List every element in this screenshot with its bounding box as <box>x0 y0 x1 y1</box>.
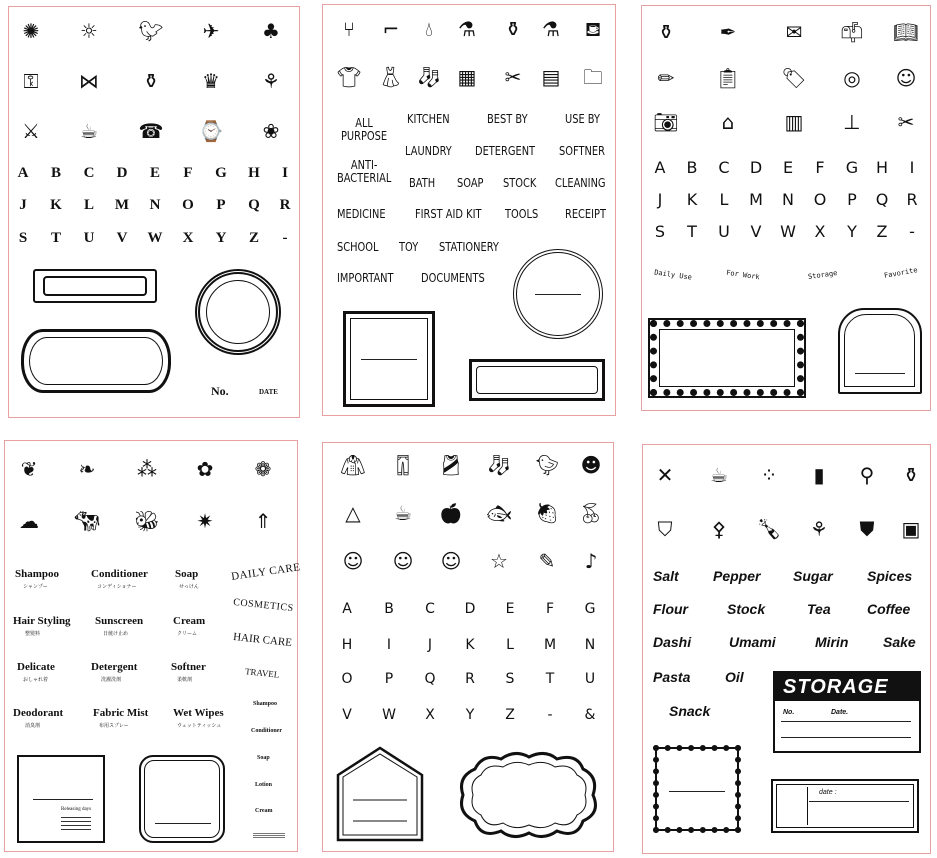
word-medicine: MEDICINE <box>337 207 386 221</box>
letter: T <box>687 222 697 241</box>
envelope-icon: ✉ <box>785 20 803 44</box>
letter: Z <box>248 230 259 246</box>
mailbox-icon: 📫︎ <box>839 20 865 44</box>
letter: U <box>584 671 596 687</box>
scalloped-inner <box>29 337 163 385</box>
square-label-frame <box>17 755 105 843</box>
sun-emblem-icon: ✺ <box>22 19 40 43</box>
jacket-icon: 🧥︎ <box>340 453 366 477</box>
letter: V <box>116 230 128 246</box>
alphabet-grid <box>650 158 922 241</box>
letter: C <box>425 601 435 617</box>
letter: R <box>906 190 918 209</box>
berries-icon: ⁂ <box>137 457 157 481</box>
write-line <box>809 801 909 802</box>
letter: J <box>427 637 433 653</box>
label-shampoo-jp: シャンプー <box>23 584 48 590</box>
pencil-icon: ✏ <box>657 66 675 90</box>
storage-no: No. <box>783 709 795 716</box>
letter: K <box>50 197 62 213</box>
checkered-label-frame <box>650 320 804 396</box>
arc-hair-care: HAIR CARE <box>232 630 293 650</box>
word-documents: DOCUMENTS <box>421 271 485 285</box>
duck-icon: 🐤︎ <box>534 453 560 477</box>
bottle-icon: 🍾︎ <box>756 517 782 541</box>
crown-icon: ♛ <box>202 69 220 93</box>
letter: A <box>654 158 666 177</box>
letter: O <box>813 190 827 209</box>
round-label-frame <box>513 249 603 339</box>
coffee-cup-icon: ☕ <box>710 463 728 487</box>
letter: X <box>182 230 194 246</box>
pump-bottle-icon: ⚗ <box>542 17 560 41</box>
letter: E <box>149 165 160 181</box>
perfume-bottle-icon: ⚱ <box>142 69 160 93</box>
word-oil: Oil <box>725 669 744 685</box>
pants-icon: 👖︎ <box>390 453 416 477</box>
letter: Y <box>847 222 857 241</box>
write-line <box>781 737 911 738</box>
word-cleaning: CLEANING <box>555 176 606 190</box>
letter: B <box>686 158 698 177</box>
letter: N <box>782 190 794 209</box>
label-fabric-mist-jp: 布用スプレー <box>99 723 129 729</box>
sun-moon-icon: ☼ <box>80 19 98 43</box>
label-sunscreen-jp: 日焼け止め <box>103 631 129 637</box>
stamp-icon: ⊥ <box>843 110 861 134</box>
arc-word-for-work: For Work <box>725 268 761 282</box>
letter: M <box>543 637 557 653</box>
label-wet-wipes: Wet Wipes <box>173 707 224 719</box>
date-label: DATE <box>259 388 278 396</box>
letter: T <box>50 230 61 246</box>
swallow-icon: ✈ <box>202 19 220 43</box>
poppy-icon: ❁ <box>254 457 272 481</box>
spoon-icon: ⚲ <box>859 463 875 487</box>
label-softner: Softner <box>171 661 206 673</box>
letter: Z <box>505 707 515 723</box>
small-shampoo: Shampoo <box>253 701 278 707</box>
word-dashi: Dashi <box>653 634 692 650</box>
label-shampoo: Shampoo <box>15 568 60 580</box>
house-label-frame <box>335 745 425 843</box>
letter: - <box>282 230 288 246</box>
word-stock: STOCK <box>503 176 537 190</box>
letter: - <box>547 707 553 723</box>
girl-face-icon: ☺ <box>440 549 462 573</box>
arc-word-favorite: Favorite <box>883 266 919 280</box>
leaf-icon: ❧ <box>78 457 96 481</box>
word-laundry: LAUNDRY <box>405 144 452 158</box>
letter: & <box>584 707 596 723</box>
letter: K <box>465 637 475 653</box>
letter: O <box>182 197 194 213</box>
tank-top-icon: 🎽︎ <box>438 453 464 477</box>
letter: S <box>18 230 28 246</box>
kid-face-icon: ☻ <box>580 453 602 477</box>
label-detergent-jp: 洗濯洗剤 <box>101 677 122 683</box>
bow-icon: ⋈ <box>79 69 99 93</box>
list-document-icon: ▤ <box>541 65 561 89</box>
scissors-icon: ✂ <box>897 110 915 134</box>
word-soap: SOAP <box>457 176 484 190</box>
scalloped-label <box>21 329 171 393</box>
arc-word-storage: Storage <box>807 268 838 282</box>
letter: A <box>342 601 352 617</box>
dress-icon: 👗︎ <box>378 65 404 89</box>
building-icon: ▦ <box>457 65 477 89</box>
word-receipt: RECEIPT <box>565 207 606 221</box>
date-text: date : <box>819 789 837 796</box>
storage-title: STORAGE <box>783 676 889 698</box>
letter: Q <box>248 197 260 213</box>
word-tools: TOOLS <box>505 207 539 221</box>
letter: P <box>847 190 857 209</box>
bee-icon: 🐝︎ <box>134 509 160 533</box>
round-frame-inner <box>206 280 270 344</box>
rose-icon: ❀ <box>262 119 280 143</box>
alphabet-grid <box>13 165 293 245</box>
pocket-watch-icon: ⌚ <box>198 119 224 143</box>
write-line <box>361 359 417 360</box>
key-icon: ⚿ <box>23 69 39 93</box>
letter: G <box>584 601 596 617</box>
letter: I <box>909 158 915 177</box>
letter: T <box>545 671 555 687</box>
bird-icon: 🐦︎ <box>138 19 164 43</box>
label-fabric-mist: Fabric Mist <box>93 707 149 719</box>
plate-inner <box>43 276 147 296</box>
open-book-icon: 📖︎ <box>893 20 919 44</box>
letter: W <box>147 230 163 246</box>
label-softner-jp: 柔軟剤 <box>177 677 193 683</box>
jar-small-icon: ▣ <box>901 517 921 541</box>
label-deodorant-jp: 消臭剤 <box>25 723 41 729</box>
word-stationery: STATIONERY <box>439 240 499 254</box>
fork-knife-icon: ✕ <box>656 463 674 487</box>
letter: S <box>505 671 515 687</box>
letter: K <box>686 190 698 209</box>
storage-date: Date. <box>831 709 849 716</box>
word-school: SCHOOL <box>337 240 379 254</box>
camera-icon: 📷︎ <box>653 110 679 134</box>
letter: N <box>149 197 161 213</box>
letter: X <box>425 707 435 723</box>
word-all-purpose: ALL PURPOSE <box>341 116 388 143</box>
letter: U <box>83 230 95 246</box>
arc-travel: TRAVEL <box>244 666 280 680</box>
letter: F <box>183 165 193 181</box>
stamp-sheet-bath-care <box>4 440 302 852</box>
square-inner <box>350 318 428 400</box>
clover-icon: ♣ <box>262 19 280 43</box>
rectangle-label-frame <box>469 359 605 401</box>
word-spices: Spices <box>867 568 913 584</box>
label-soap-jp: せっけん <box>179 584 199 590</box>
stripe-bar <box>253 832 285 838</box>
letter: N <box>584 637 596 653</box>
fountain-pen-icon: ✒ <box>719 20 737 44</box>
trees-icon: ⇑ <box>254 509 272 533</box>
apple-icon: 🍎︎ <box>438 501 464 525</box>
teacup-icon: ☕ <box>80 119 98 143</box>
rice-ball-icon: △ <box>345 501 361 525</box>
mug-icon: ☕ <box>394 501 412 525</box>
date-divider <box>807 787 808 825</box>
arc-word-daily-use: Daily Use <box>653 268 693 282</box>
sprout-icon: ⚘ <box>810 517 828 541</box>
notched-inner <box>144 760 220 838</box>
telephone-icon: ☎ <box>138 119 164 143</box>
word-best-by: BEST BY <box>487 112 528 126</box>
date-inner <box>776 784 914 828</box>
boy-face-icon: ☺ <box>342 549 364 573</box>
storage-header <box>775 673 919 701</box>
letter: F <box>815 158 825 177</box>
word-flour: Flour <box>653 601 688 617</box>
letter: V <box>342 707 352 723</box>
letter: J <box>657 190 663 209</box>
label-delicate-jp: おしゃれ着 <box>23 677 49 683</box>
letter: G <box>215 165 227 181</box>
letter: H <box>341 637 353 653</box>
can-icon: ▮ <box>813 463 825 487</box>
sheep-icon: ☁ <box>19 509 39 533</box>
apron-icon: ⛊ <box>859 517 875 541</box>
bag-icon: ⛉ <box>657 517 673 541</box>
letter: O <box>341 671 353 687</box>
arched-label-frame <box>838 308 922 394</box>
folder-icon: 🗀 <box>583 65 603 89</box>
letter: W <box>382 707 396 723</box>
small-cream: Cream <box>255 808 273 814</box>
star-icon: ☆ <box>490 549 508 573</box>
label-hair-styling: Hair Styling <box>13 615 71 627</box>
fish-icon: 🐟︎ <box>486 501 512 525</box>
letter: P <box>216 197 226 213</box>
arched-inner <box>844 314 915 387</box>
word-kitchen: KITCHEN <box>407 112 450 126</box>
jar-icon: ⚱ <box>902 463 920 487</box>
letter: I <box>386 637 392 653</box>
word-salt: Salt <box>653 568 679 584</box>
letter: W <box>780 222 796 241</box>
word-sugar: Sugar <box>793 568 833 584</box>
letter: M <box>749 190 763 209</box>
letter: L <box>83 197 94 213</box>
cow-icon: 🐄︎ <box>74 509 100 533</box>
smiley-face-icon: ☺ <box>895 66 917 90</box>
letter: U <box>718 222 730 241</box>
label-delicate: Delicate <box>17 661 55 673</box>
letter: A <box>17 165 29 181</box>
shoe-icon: ⚘ <box>262 69 280 93</box>
tshirt-icon: 👕︎ <box>336 65 362 89</box>
stapler-icon: ⌂ <box>721 110 735 134</box>
cloud-label-frame <box>455 749 601 841</box>
letter: X <box>814 222 826 241</box>
write-line <box>781 721 911 722</box>
tape-roll-icon: ◎ <box>843 66 861 90</box>
letter: Y <box>215 230 227 246</box>
stamp-sheet-office <box>641 5 931 411</box>
releasing-days: Releasing days <box>61 807 92 812</box>
alphabet-grid <box>337 601 607 721</box>
stamp-sheet-kids <box>322 442 614 852</box>
letter: L <box>506 637 514 653</box>
rectangle-inner <box>476 366 598 394</box>
small-soap: Soap <box>257 755 270 761</box>
number-label: No. <box>211 384 229 398</box>
spray-bottle-icon: ⚗ <box>458 17 476 41</box>
cap-face-icon: ☺ <box>392 549 414 573</box>
label-soap: Soap <box>175 568 199 580</box>
write-line <box>155 823 211 824</box>
word-stock: Stock <box>727 601 766 617</box>
letter: Q <box>875 190 889 209</box>
write-line <box>855 373 905 374</box>
label-conditioner: Conditioner <box>91 568 148 580</box>
square-label-frame <box>343 311 435 407</box>
fork-spoon-icon: ⑂ <box>343 17 355 41</box>
label-cream-jp: クリーム <box>177 631 198 637</box>
letter: C <box>83 165 95 181</box>
notched-label-frame <box>139 755 225 843</box>
stamp-sheet-pantry <box>642 444 931 854</box>
label-cream: Cream <box>173 615 206 627</box>
label-hair-styling-jp: 整髪料 <box>25 631 41 637</box>
letter: D <box>116 165 128 181</box>
water-drop-icon: 💧︎ <box>425 17 433 41</box>
letter: R <box>465 671 475 687</box>
socks-icon: 🧦︎ <box>416 65 442 89</box>
salt-shaker-icon: ⚴ <box>711 517 727 541</box>
cherries-icon: 🍒︎ <box>578 501 604 525</box>
letter: D <box>749 158 763 177</box>
small-conditioner: Conditioner <box>251 728 283 734</box>
label-detergent: Detergent <box>91 661 138 673</box>
letter: I <box>282 165 288 181</box>
letter: Y <box>465 707 475 723</box>
letter: - <box>909 222 915 241</box>
scissors-icon: ✂ <box>504 65 522 89</box>
arc-cosmetics: COSMETICS <box>232 596 295 615</box>
letter: Q <box>424 671 436 687</box>
bucket-icon: ⛾ <box>584 17 602 41</box>
write-line <box>33 799 93 800</box>
letter: E <box>505 601 515 617</box>
word-detergent: DETERGENT <box>475 144 536 158</box>
socks-icon: 🧦︎ <box>486 453 512 477</box>
letter: D <box>464 601 476 617</box>
letter: J <box>19 197 27 213</box>
word-anti-bacterial: ANTI- BACTERIAL <box>337 158 392 185</box>
letter: M <box>114 197 130 213</box>
star-anise-icon: ✷ <box>196 509 214 533</box>
cutlery-icon: ⚔ <box>22 119 40 143</box>
write-line <box>535 294 581 295</box>
ornate-plate-label <box>33 269 157 303</box>
scalloped-square-frame <box>653 745 741 833</box>
letter: E <box>782 158 794 177</box>
letter: L <box>719 190 729 209</box>
label-deodorant: Deodorant <box>13 707 64 719</box>
stamp-sheet-vintage <box>8 6 300 418</box>
checkered-inner <box>659 329 795 387</box>
letter: R <box>279 197 291 213</box>
letter: Z <box>876 222 888 241</box>
flower-icon: ✿ <box>196 457 214 481</box>
letter: B <box>50 165 61 181</box>
arc-daily-care: DAILY CARE <box>230 561 302 583</box>
letter: H <box>875 158 889 177</box>
notebook-icon: ▥ <box>784 110 804 134</box>
word-tea: Tea <box>807 601 831 617</box>
mop-icon: ⌐ <box>382 17 400 41</box>
label-wet-wipes-jp: ウェットティッシュ <box>177 723 222 729</box>
date-label-frame <box>771 779 919 833</box>
letter: H <box>248 165 260 181</box>
word-pasta: Pasta <box>653 669 691 685</box>
word-snack: Snack <box>669 703 711 719</box>
writing-scribble <box>61 817 91 831</box>
coffee-beans-icon: ⁘ <box>760 463 778 487</box>
word-umami: Umami <box>729 634 776 650</box>
jar-icon: ⚱ <box>504 17 522 41</box>
word-sake: Sake <box>883 634 916 650</box>
word-pepper: Pepper <box>713 568 761 584</box>
letter: B <box>384 601 394 617</box>
word-first-aid-kit: FIRST AID KIT <box>415 207 482 221</box>
small-lotion: Lotion <box>255 782 273 788</box>
letter: G <box>845 158 859 177</box>
round-frame-label <box>195 269 281 355</box>
music-note-icon: ♪ <box>584 549 598 573</box>
sticker-icon: 🏷︎ <box>781 66 807 90</box>
word-important: IMPORTANT <box>337 271 394 285</box>
letter: C <box>718 158 730 177</box>
pencil-icon: ✎ <box>538 549 556 573</box>
write-line <box>669 791 725 792</box>
word-bath: BATH <box>409 176 436 190</box>
letter: S <box>654 222 666 241</box>
clipboard-icon: 📋︎ <box>715 66 741 90</box>
label-conditioner-jp: コンディショナー <box>97 584 137 590</box>
strawberry-icon: 🍓︎ <box>534 501 560 525</box>
letter: P <box>384 671 394 687</box>
word-use-by: USE BY <box>565 112 601 126</box>
ink-bottle-icon: ⚱ <box>657 20 675 44</box>
letter: V <box>750 222 762 241</box>
word-mirin: Mirin <box>815 634 849 650</box>
lavender-icon: ❦ <box>20 457 38 481</box>
storage-label <box>773 671 921 753</box>
label-sunscreen: Sunscreen <box>95 615 144 627</box>
word-toy: TOY <box>399 240 419 254</box>
word-coffee: Coffee <box>867 601 911 617</box>
letter: F <box>545 601 555 617</box>
stamp-sheet-household <box>322 4 616 416</box>
word-softner: SOFTNER <box>559 144 605 158</box>
